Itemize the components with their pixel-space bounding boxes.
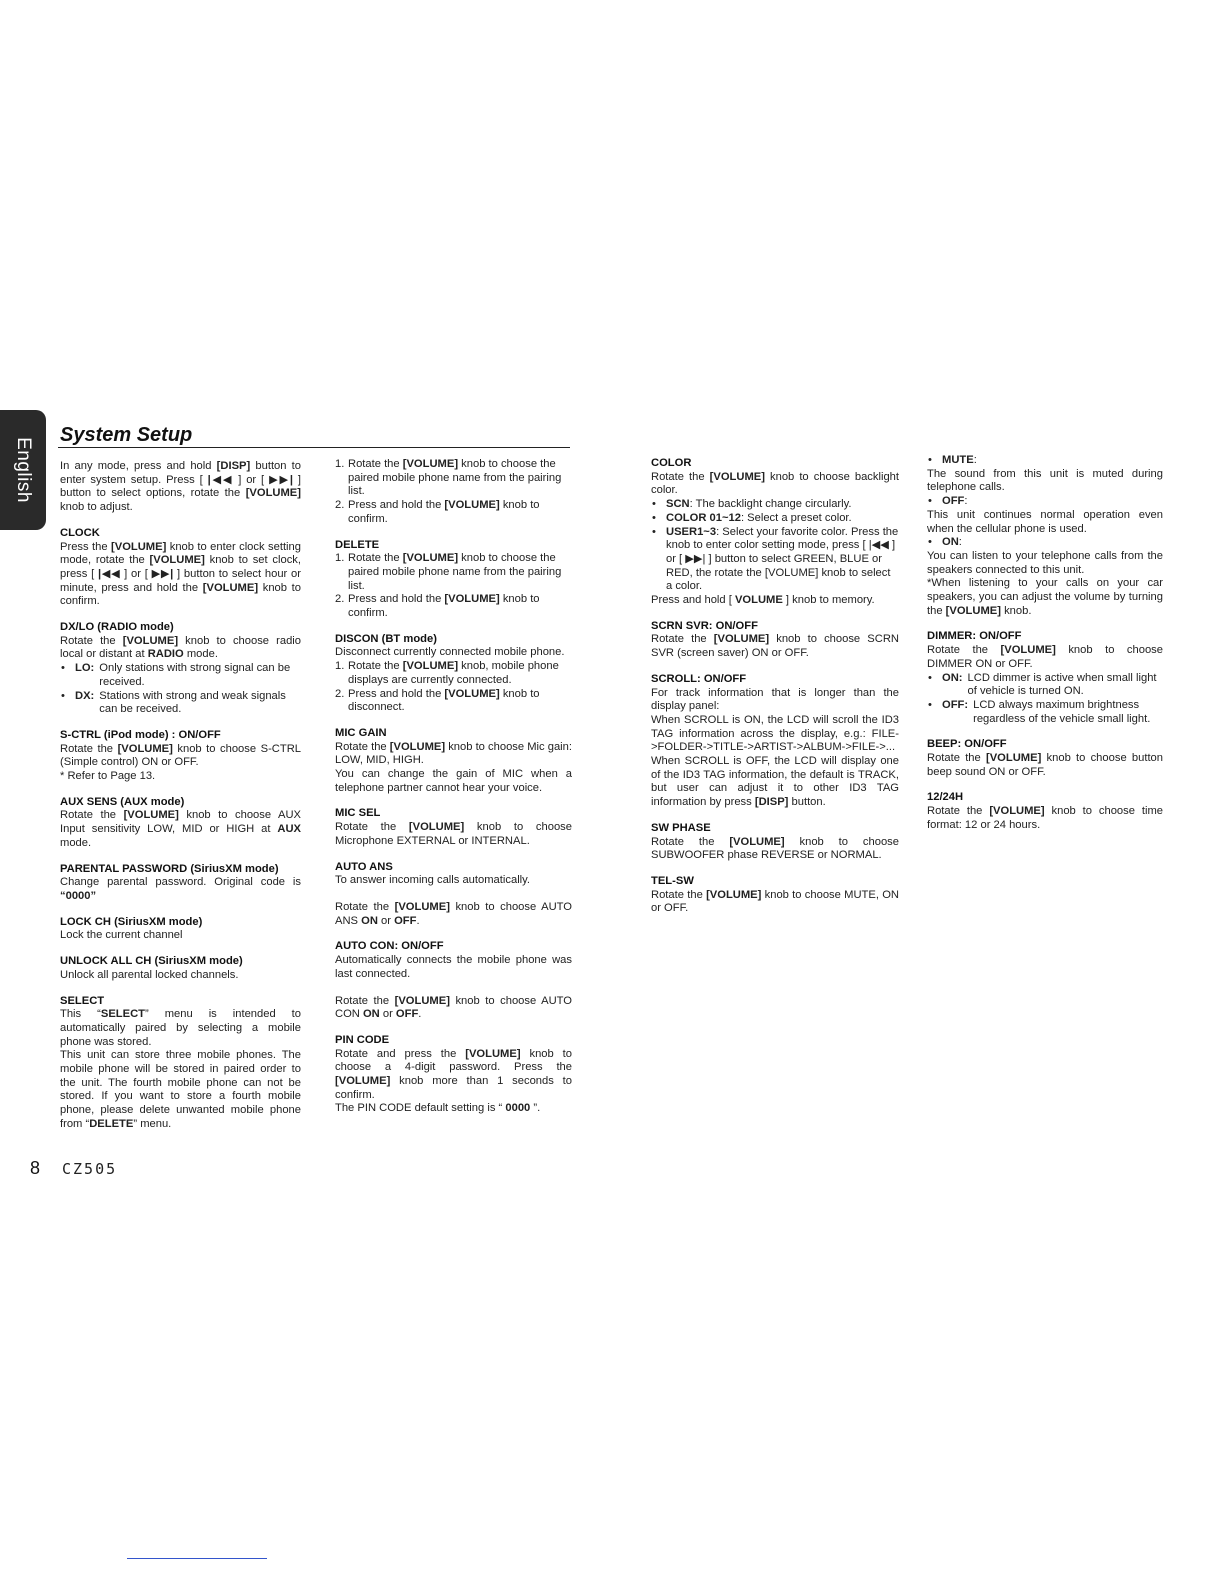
scrn-svr-section [651, 620, 899, 661]
title-divider [58, 447, 570, 448]
intro-section [60, 460, 301, 515]
section-heading: SCRN SVR: ON/OFF [651, 619, 758, 632]
section-text: Rotate the [VOLUME] knob to choose S-CTRL (Simple control) ON or OFF. [60, 742, 302, 769]
section-heading: BEEP: ON/OFF [927, 738, 1007, 751]
step-item: 2. Press and hold the [VOLUME] knob to disconnect. [335, 687, 540, 714]
section-heading: MIC SEL [335, 807, 381, 820]
intro-text: In any mode, press and hold [DISP] button to enter system setup. Press [ |◀◀ ] or [ ▶▶| ] button to select options, rotate the [VOLUME] knob to adjust. [60, 460, 302, 514]
section-heading: CLOCK [60, 526, 100, 539]
section-text: The PIN CODE default setting is “ 0000 ”. [335, 1102, 541, 1115]
section-text: Rotate the [VOLUME] knob to choose SCRN SVR (screen saver) ON or OFF. [651, 633, 899, 660]
bullet-item: • LO: Only stations with strong signal can be received. [61, 662, 291, 688]
section-heading: DELETE [335, 538, 380, 551]
select-section [60, 995, 301, 1132]
section-note: *When listening to your calls on your car speakers, you can adjust the volume by turning the [VOLUME] knob. [927, 577, 1163, 617]
section-heading: SCROLL: ON/OFF [651, 672, 747, 685]
bullet-item: • ON: LCD dimmer is active when small light of vehicle is turned ON. [928, 671, 1157, 698]
section-text: Rotate the [VOLUME] knob to choose time format: 12 or 24 hours. [927, 805, 1164, 831]
section-heading: DX/LO (RADIO mode) [60, 621, 174, 634]
bullet-item: • OFF: LCD always maximum brightness regardless of the vehicle small light. [928, 698, 1151, 725]
bullet-item: • COLOR 01~12: Select a preset color. [652, 511, 852, 524]
section-heading: TEL-SW [651, 874, 694, 887]
section-text: Rotate the [VOLUME] knob to choose Microphone EXTERNAL or INTERNAL. [335, 821, 572, 847]
dimmer-section [927, 630, 1163, 726]
unlock-all-ch-section [60, 955, 301, 982]
aux-sens-section [60, 796, 301, 851]
section-heading: MIC GAIN [335, 726, 387, 739]
section-text: You can listen to your telephone calls from the speakers connected to this unit. [927, 549, 1163, 576]
sctrl-section [60, 729, 301, 784]
model-name: CZ505 [62, 1160, 118, 1178]
section-text: Press and hold [ VOLUME ] knob to memory. [651, 594, 875, 607]
section-text: Automatically connects the mobile phone was last connected. [335, 954, 572, 980]
dxlo-section [60, 621, 301, 717]
color-section [651, 457, 899, 608]
tel-sw-section [651, 875, 899, 916]
column-1 [60, 460, 301, 1144]
page-number: 8 [30, 1158, 41, 1178]
bullet-item: • ON: [928, 536, 962, 549]
footer-line [127, 1558, 267, 1559]
section-text: Rotate the [VOLUME] knob to choose radio local or distant at RADIO mode. [60, 634, 302, 661]
mic-gain-section [335, 727, 572, 796]
column-4 [927, 454, 1163, 845]
section-heading: PIN CODE [335, 1033, 390, 1046]
section-heading: AUTO ANS [335, 860, 393, 873]
sw-phase-section [651, 822, 899, 863]
section-text: Rotate the [VOLUME] knob to choose AUX Input sensitivity LOW, MID or HIGH at AUX mode. [60, 809, 302, 849]
section-text: Rotate the [VOLUME] knob to choose backlight color. [651, 470, 899, 497]
section-heading: AUX SENS (AUX mode) [60, 795, 185, 808]
column-2 [335, 458, 572, 1128]
section-text: Change parental password. Original code is “0000” [60, 876, 301, 902]
section-text: Rotate the [VOLUME] knob to choose DIMMER ON or OFF. [927, 644, 1163, 670]
section-heading: S-CTRL (iPod mode) : ON/OFF [60, 728, 221, 741]
bullet-item: • SCN: The backlight change circularly. [652, 498, 852, 511]
section-text: For track information that is longer than the display panel: [651, 686, 899, 713]
section-text: Rotate the [VOLUME] knob to choose SUBWOOFER phase REVERSE or NORMAL. [651, 835, 899, 862]
section-text: This unit continues normal operation even when the cellular phone is used. [927, 508, 1163, 535]
section-text: This “SELECT” menu is intended to automatically paired by selecting a mobile phone was stored. [60, 1008, 302, 1048]
bullet-item: • OFF: [928, 495, 968, 508]
step-item: 2. Press and hold the [VOLUME] knob to confirm. [335, 593, 540, 620]
section-text: Disconnect currently connected mobile phone. [335, 646, 565, 659]
pin-code-section [335, 1034, 572, 1116]
section-heading: PARENTAL PASSWORD (SiriusXM mode) [60, 862, 279, 875]
section-heading: DIMMER: ON/OFF [927, 630, 1022, 643]
step-item: 1. Rotate the [VOLUME] knob to choose the paired mobile phone name from the pairing list. [335, 458, 562, 498]
section-heading: LOCK CH (SiriusXM mode) [60, 915, 203, 928]
section-heading: AUTO CON: ON/OFF [335, 940, 444, 953]
bullet-item: • USER1~3: Select your favorite color. Press the knob to enter color setting mode, press [ |◀◀ ] or [ ▶▶| ] button to select GREEN, BLUE or RED, the rotate the [VOLUME] knob to select a color. [652, 525, 899, 593]
section-heading: 12/24H [927, 791, 964, 804]
step-item: 1. Rotate the [VOLUME] knob, mobile phone displays are currently connected. [335, 660, 559, 686]
section-heading: DISCON (BT mode) [335, 632, 437, 645]
time-format-section [927, 791, 1163, 832]
page-title: System Setup [60, 424, 193, 446]
section-text: When SCROLL is ON, the LCD will scroll the ID3 TAG information across the display, e.g.: FILE->FOLDER->TITLE->ARTIST->ALBUM->FILE->... [651, 713, 899, 754]
section-text: When SCROLL is OFF, the LCD will display one of the ID3 TAG information, the default is TRACK, but user can adjust it to other ID3 TAG information by press [DISP] button. [651, 755, 899, 809]
language-label: English [13, 437, 34, 503]
section-text: Rotate the [VOLUME] knob to choose Mic gain: LOW, MID, HIGH. [335, 740, 572, 767]
section-text: Rotate the [VOLUME] knob to choose AUTO ANS ON or OFF. [335, 900, 573, 927]
auto-con-section [335, 940, 572, 1022]
select-steps [335, 458, 572, 527]
tel-sw-options [927, 454, 1163, 618]
section-heading: SW PHASE [651, 821, 711, 834]
section-text: To answer incoming calls automatically. [335, 874, 531, 887]
section-text: Rotate and press the [VOLUME] knob to choose a 4-digit password. Press the [VOLUME] knob more than 1 seconds to confirm. [335, 1047, 572, 1101]
delete-section [335, 539, 572, 621]
mic-sel-section [335, 807, 572, 848]
step-item: 1. Rotate the [VOLUME] knob to choose the paired mobile phone name from the pairing list. [335, 552, 562, 592]
beep-section [927, 738, 1163, 779]
discon-section [335, 633, 572, 715]
section-heading: COLOR [651, 457, 692, 469]
scroll-section [651, 673, 899, 810]
section-text: Press the [VOLUME] knob to enter clock setting mode, rotate the [VOLUME] knob to set clock, press [ |◀◀ ] or [ ▶▶| ] button to select hour or minute, press and hold the [VOLUME] knob to confirm. [60, 540, 301, 608]
section-text: Rotate the [VOLUME] knob to choose MUTE, ON or OFF. [651, 888, 899, 915]
section-text: Rotate the [VOLUME] knob to choose button beep sound ON or OFF. [927, 752, 1163, 778]
section-text: Unlock all parental locked channels. [60, 968, 239, 981]
section-heading: UNLOCK ALL CH (SiriusXM mode) [60, 955, 243, 968]
parental-password-section [60, 863, 301, 904]
bullet-item: • DX: Stations with strong and weak signals can be received. [61, 689, 286, 716]
section-text: Lock the current channel [60, 929, 183, 942]
column-3 [651, 457, 899, 928]
section-text: You can change the gain of MIC when a telephone partner cannot hear your voice. [335, 768, 572, 794]
bullet-item: • MUTE: [928, 454, 977, 466]
section-text: The sound from this unit is muted during telephone calls. [927, 467, 1163, 494]
section-heading: SELECT [60, 994, 105, 1007]
section-text: This unit can store three mobile phones. The mobile phone will be stored in paired order to the unit. The fourth mobile phone can not be stored. If you want to store a fourth mobile phone, please delete unwanted mobile phone from “DELETE” menu. [60, 1049, 301, 1130]
auto-ans-section [335, 861, 572, 929]
section-text: Rotate the [VOLUME] knob to choose AUTO CON ON or OFF. [335, 994, 573, 1021]
section-note: * Refer to Page 13. [60, 770, 156, 783]
lock-ch-section [60, 916, 301, 943]
step-item: 2. Press and hold the [VOLUME] knob to confirm. [335, 499, 540, 525]
language-tab [0, 410, 46, 530]
clock-section [60, 527, 301, 609]
